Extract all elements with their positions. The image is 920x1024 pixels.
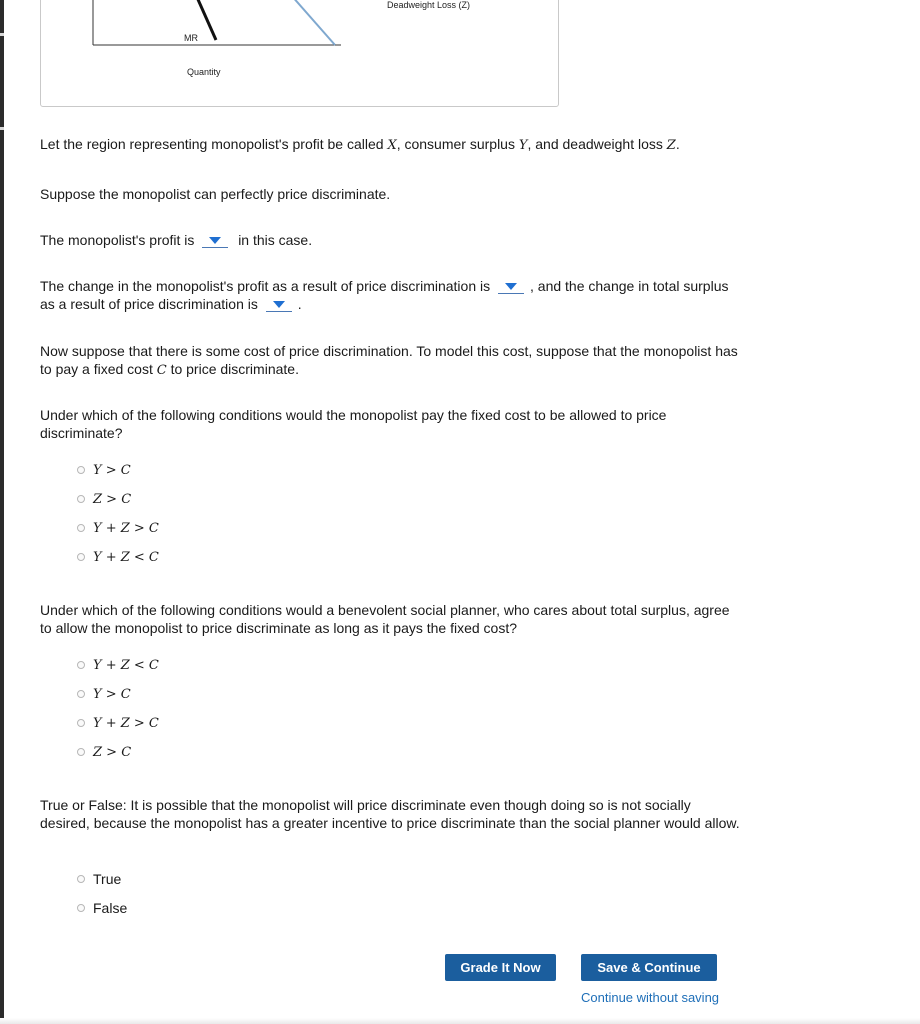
intro-text: . [675,136,680,152]
q1-option[interactable] [77,519,159,537]
question3-text: True or False: It is possible that the monopolist will price discriminate even though doing so is not socially desired, because the monopolist has a greater incentive to price discriminate than the social planner would allow. [40,797,740,831]
var-x: X [387,138,397,153]
q2-option-label: Y + Z < C [93,657,159,673]
radio-button[interactable] [77,495,85,503]
question2-text: Under which of the following conditions would a benevolent social planner, who cares about total surplus, agree to allow the monopolist to price discriminate as long as it pays the fixed cost? [40,602,730,636]
mr-curve [196,0,216,40]
q2-option-label: Y > C [93,686,131,702]
fixed-cost-paragraph [40,342,740,380]
q1-option[interactable] [77,490,131,508]
graph-panel [40,0,559,107]
q1-option[interactable] [77,461,131,479]
question1-text: Under which of the following conditions would the monopolist pay the fixed cost to be allowed to price discriminate? [40,407,667,441]
edge-marker [0,127,4,130]
intro-text: , consumer surplus [396,136,515,152]
q2-option[interactable] [77,656,159,674]
profit-question-text: in this case. [238,232,313,248]
demand-curve [291,0,335,45]
var-c: C [156,363,167,378]
radio-button[interactable] [77,661,85,669]
mr-label: MR [184,33,198,43]
change-question-text: The change in the monopolist's profit as a result of price discrimination is [40,278,491,294]
grade-it-now-button[interactable]: Grade It Now [445,954,556,981]
bottom-shadow [0,1018,920,1024]
q2-option[interactable] [77,743,131,761]
radio-button[interactable] [77,748,85,756]
quantity-axis-label: Quantity [187,67,221,77]
radio-button[interactable] [77,466,85,474]
q1-option-label: Y + Z < C [93,549,159,565]
q1-option-label: Z > C [93,491,132,507]
var-z: Z [666,138,676,153]
dropdown-arrow-icon [505,283,517,290]
q3-option-label: False [93,900,128,916]
fixed-cost-text: to price discriminate. [170,361,299,377]
q3-option-label: True [93,871,122,887]
window-left-edge [0,0,4,1024]
radio-button[interactable] [77,719,85,727]
intro-paragraph [40,135,740,155]
save-continue-button[interactable]: Save & Continue [581,954,717,981]
profit-change-dropdown[interactable] [498,280,524,294]
continue-without-saving-link[interactable]: Continue without saving [581,990,720,1005]
radio-button[interactable] [77,524,85,532]
profit-question [40,231,740,249]
q1-option-label: Y + Z > C [93,520,159,536]
change-question [40,277,740,313]
q2-option-label: Z > C [93,744,132,760]
change-question-text: . [297,296,302,312]
intro-text: Let the region representing monopolist's profit be called [40,136,384,152]
radio-button[interactable] [77,875,85,883]
profit-dropdown[interactable] [202,234,228,248]
fixed-cost-text: Now suppose that there is some cost of price discrimination. To model this cost, suppose that the monopolist has to pay a fixed cost [40,343,738,377]
change-question-text: , and the change in total surplus as a result of price discrimination is [40,278,729,312]
graph-drawing [41,0,558,106]
q1-option-label: Y > C [93,462,131,478]
intro-text: , and deadweight loss [527,136,663,152]
q2-option[interactable] [77,685,131,703]
profit-question-text: The monopolist's profit is [40,232,195,248]
dropdown-arrow-icon [209,237,221,244]
radio-button[interactable] [77,553,85,561]
intro-scenario: Suppose the monopolist can perfectly price discriminate. [40,186,391,202]
q2-option-label: Y + Z > C [93,715,159,731]
q3-option-false[interactable] [77,899,127,917]
edge-marker [0,33,4,36]
q2-option[interactable] [77,714,159,732]
q1-option[interactable] [77,548,159,566]
radio-button[interactable] [77,690,85,698]
dropdown-arrow-icon [273,301,285,308]
var-y: Y [518,138,528,153]
deadweight-loss-label: Deadweight Loss (Z) [387,0,471,10]
surplus-change-dropdown[interactable] [266,298,292,312]
radio-button[interactable] [77,904,85,912]
q3-option-true[interactable] [77,870,121,888]
